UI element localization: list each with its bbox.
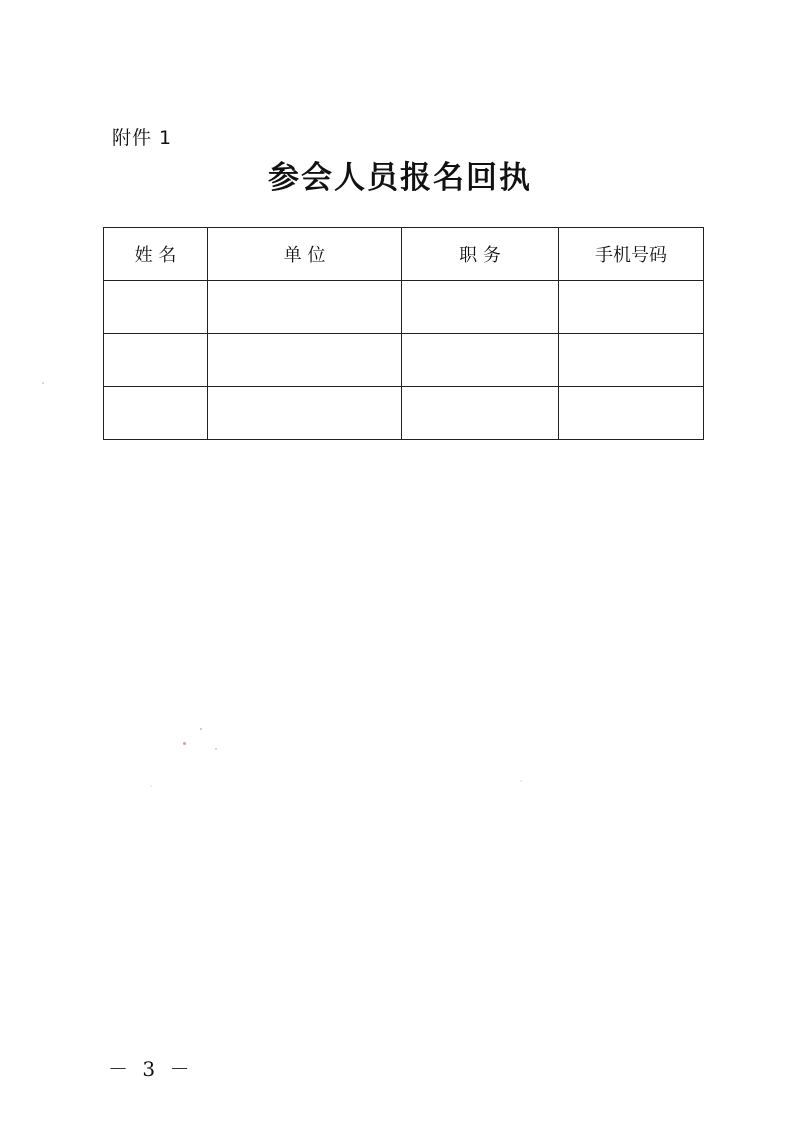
table-row — [104, 281, 704, 334]
cell-name[interactable] — [104, 334, 208, 387]
registration-table — [103, 227, 704, 440]
cell-organization[interactable] — [208, 334, 402, 387]
cell-position[interactable] — [402, 387, 559, 440]
cell-position[interactable] — [402, 334, 559, 387]
table-row — [104, 334, 704, 387]
column-header-position: 职 务 — [402, 228, 559, 281]
cell-phone[interactable] — [559, 281, 704, 334]
cell-organization[interactable] — [208, 387, 402, 440]
cell-organization[interactable] — [208, 281, 402, 334]
stamp-speck — [200, 728, 202, 730]
cell-phone[interactable] — [559, 334, 704, 387]
cell-phone[interactable] — [559, 387, 704, 440]
table-row — [104, 387, 704, 440]
column-header-name: 姓 名 — [104, 228, 208, 281]
stamp-speck — [520, 780, 522, 782]
stamp-speck — [42, 382, 44, 384]
column-header-organization: 单 位 — [208, 228, 402, 281]
attachment-label: 附件 1 — [112, 127, 173, 149]
stamp-speck — [183, 742, 186, 745]
stamp-speck — [215, 748, 217, 750]
table-header-row — [104, 228, 704, 281]
cell-position[interactable] — [402, 281, 559, 334]
column-header-phone: 手机号码 — [559, 228, 704, 281]
document-title: 参会人员报名回执 — [268, 160, 532, 196]
cell-name[interactable] — [104, 281, 208, 334]
cell-name[interactable] — [104, 387, 208, 440]
page-number: － 3 － — [108, 1057, 194, 1081]
stamp-speck — [150, 785, 152, 787]
